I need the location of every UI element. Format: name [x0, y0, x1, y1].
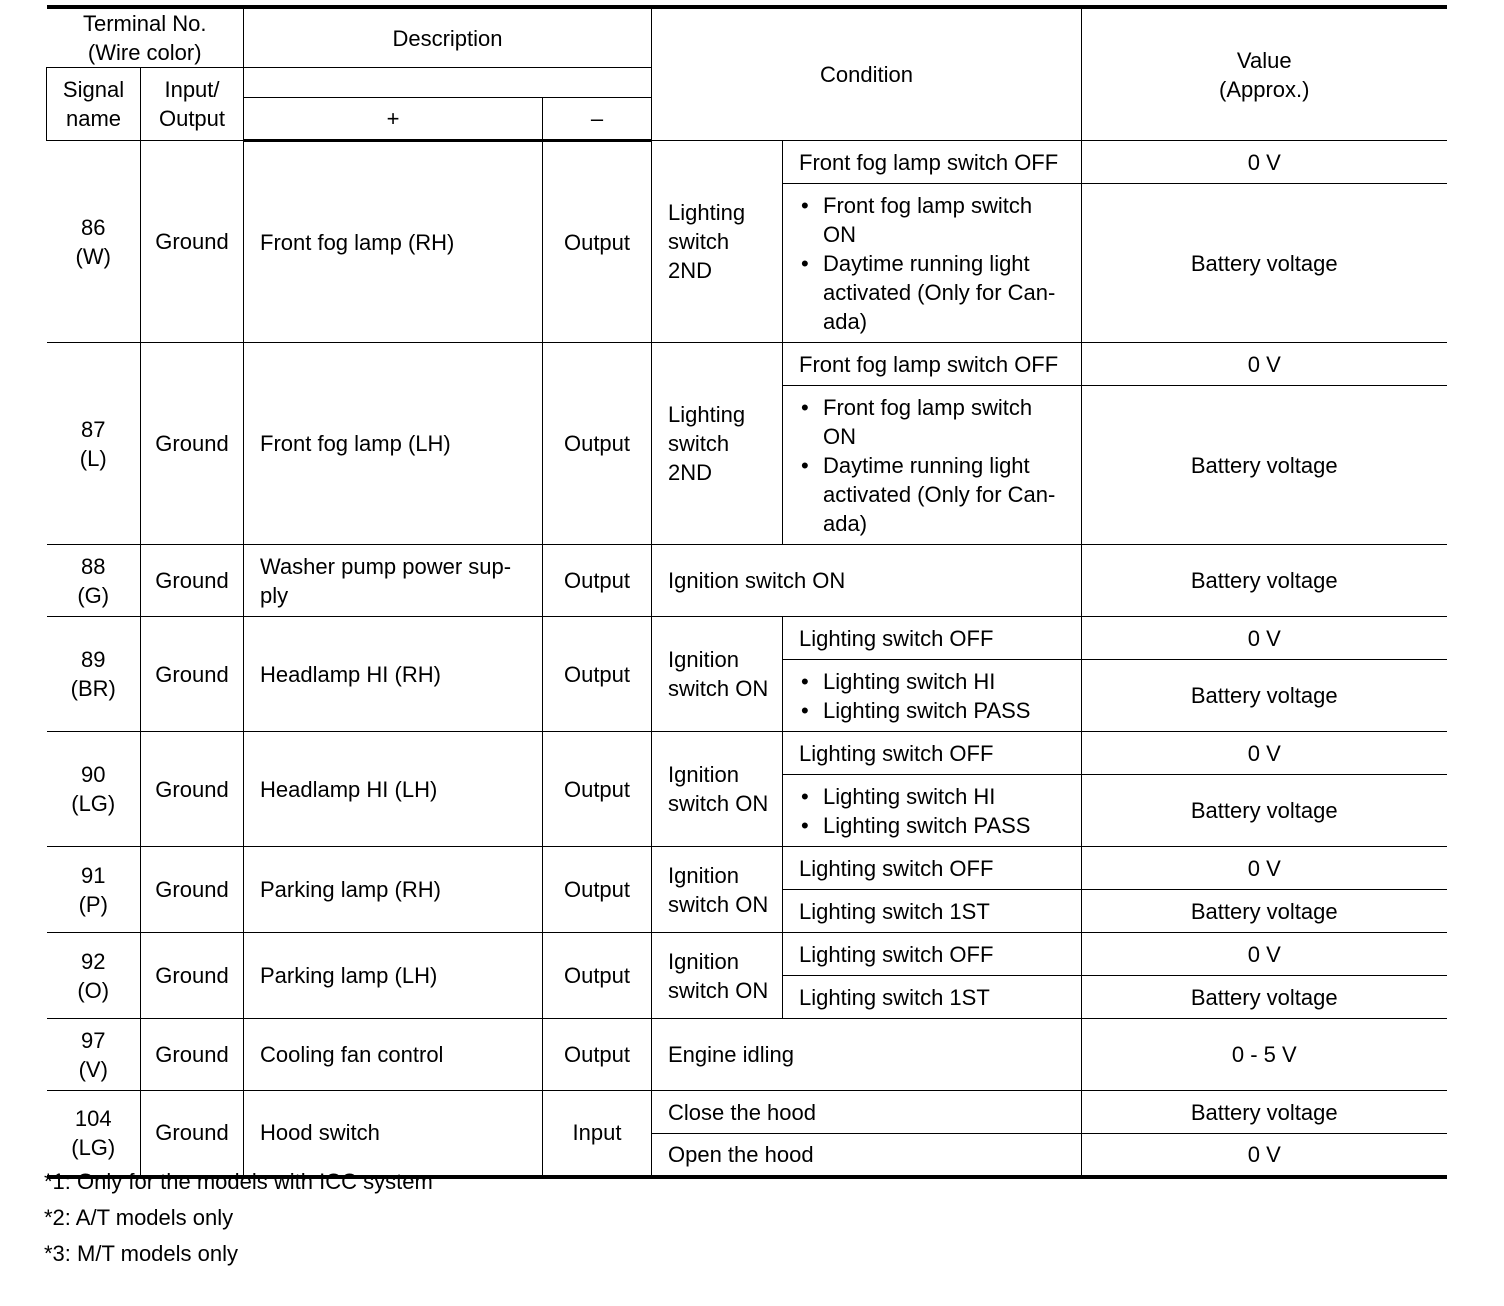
signal-name-cell: Washer pump power sup- ply: [244, 545, 543, 617]
sub-condition-cell: Front fog lamp switch OFF: [783, 343, 1082, 386]
condition-bullets: [799, 663, 1075, 729]
value-cell: 0 V: [1082, 732, 1447, 775]
table-row: [47, 617, 1447, 660]
sub-condition-cell: [783, 184, 1082, 343]
io-cell: Output: [543, 933, 652, 1019]
ground-cell: Ground: [141, 933, 244, 1019]
condition-bullets: [799, 778, 1075, 844]
terminal-spec-document: [46, 5, 1447, 1179]
table-row: [47, 545, 1447, 617]
condition-group-cell: Ignition switch ON: [652, 847, 783, 933]
ground-cell: Ground: [141, 1019, 244, 1091]
signal-name-cell: Cooling fan control: [244, 1019, 543, 1091]
plus-header: +: [244, 98, 543, 141]
io-cell: Output: [543, 1019, 652, 1091]
sub-condition-cell: [783, 660, 1082, 732]
condition-bullet: • Lighting switch PASS: [799, 811, 1075, 840]
signal-name-header: Signal name: [47, 68, 141, 141]
io-cell: Input: [543, 1091, 652, 1177]
condition-bullet: • Daytime running light activated (Only for Can- ada): [799, 249, 1075, 336]
signal-name-cell: Parking lamp (RH): [244, 847, 543, 933]
io-cell: Output: [543, 732, 652, 847]
terminal-cell: 91 (P): [47, 847, 141, 933]
value-cell: 0 V: [1082, 933, 1447, 976]
sub-condition-cell: Front fog lamp switch OFF: [783, 141, 1082, 184]
condition-bullet: • Front fog lamp switch ON: [799, 393, 1075, 451]
value-cell: Battery voltage: [1082, 184, 1447, 343]
value-cell: 0 V: [1082, 141, 1447, 184]
terminal-cell: 90 (LG): [47, 732, 141, 847]
description-header: Description: [244, 7, 652, 68]
signal-name-cell: Headlamp HI (LH): [244, 732, 543, 847]
terminal-cell: 87 (L): [47, 343, 141, 545]
value-cell: 0 V: [1082, 1134, 1447, 1177]
value-cell: 0 - 5 V: [1082, 1019, 1447, 1091]
terminal-no-header: Terminal No. (Wire color): [47, 7, 244, 68]
signal-name-cell: Headlamp HI (RH): [244, 617, 543, 732]
signal-name-cell: Hood switch: [244, 1091, 543, 1177]
terminal-cell: 97 (V): [47, 1019, 141, 1091]
io-cell: Output: [543, 847, 652, 933]
value-cell: Battery voltage: [1082, 775, 1447, 847]
signal-name-cell: Front fog lamp (RH): [244, 141, 543, 343]
condition-cell: Close the hood: [652, 1091, 1082, 1134]
condition-cell: Engine idling: [652, 1019, 1082, 1091]
footnote: *1: Only for the models with ICC system: [44, 1169, 433, 1194]
table-row: [47, 1019, 1447, 1091]
condition-bullet: • Lighting switch HI: [799, 667, 1075, 696]
sub-condition-cell: [783, 775, 1082, 847]
ground-cell: Ground: [141, 617, 244, 732]
value-cell: 0 V: [1082, 617, 1447, 660]
condition-group-cell: Ignition switch ON: [652, 732, 783, 847]
condition-cell: Open the hood: [652, 1134, 1082, 1177]
ground-cell: Ground: [141, 847, 244, 933]
ground-cell: Ground: [141, 141, 244, 343]
sub-condition-cell: Lighting switch OFF: [783, 933, 1082, 976]
table-row: [47, 343, 1447, 386]
io-cell: Output: [543, 141, 652, 343]
value-cell: Battery voltage: [1082, 1091, 1447, 1134]
io-cell: Output: [543, 617, 652, 732]
ground-cell: Ground: [141, 732, 244, 847]
sub-condition-cell: Lighting switch 1ST: [783, 976, 1082, 1019]
footnote: *3: M/T models only: [44, 1241, 239, 1266]
table-row: [47, 933, 1447, 976]
condition-bullet: • Lighting switch PASS: [799, 696, 1075, 725]
value-cell: Battery voltage: [1082, 545, 1447, 617]
terminal-cell: 86 (W): [47, 141, 141, 343]
ground-cell: Ground: [141, 343, 244, 545]
footnotes: [44, 1164, 433, 1272]
sub-condition-cell: Lighting switch OFF: [783, 617, 1082, 660]
condition-bullet: • Daytime running light activated (Only for Can- ada): [799, 451, 1075, 538]
table-row: [47, 141, 1447, 184]
value-cell: Battery voltage: [1082, 890, 1447, 933]
sub-condition-cell: Lighting switch OFF: [783, 847, 1082, 890]
condition-group-cell: Lighting switch 2ND: [652, 141, 783, 343]
footnote: *2: A/T models only: [44, 1205, 234, 1230]
value-header: Value (Approx.): [1082, 7, 1447, 141]
condition-header: Condition: [652, 7, 1082, 141]
ground-cell: Ground: [141, 545, 244, 617]
minus-header: –: [543, 98, 652, 141]
condition-bullet: • Lighting switch HI: [799, 782, 1075, 811]
value-cell: 0 V: [1082, 847, 1447, 890]
condition-group-cell: Ignition switch ON: [652, 933, 783, 1019]
value-cell: Battery voltage: [1082, 976, 1447, 1019]
condition-group-cell: Lighting switch 2ND: [652, 343, 783, 545]
io-cell: Output: [543, 545, 652, 617]
io-cell: Output: [543, 343, 652, 545]
terminal-cell: 104 (LG): [47, 1091, 141, 1177]
condition-bullets: [799, 187, 1075, 340]
sub-condition-cell: [783, 386, 1082, 545]
condition-bullet: • Front fog lamp switch ON: [799, 191, 1075, 249]
terminal-spec-table: [46, 5, 1447, 1179]
sub-condition-cell: Lighting switch 1ST: [783, 890, 1082, 933]
sub-condition-cell: Lighting switch OFF: [783, 732, 1082, 775]
terminal-cell: 88 (G): [47, 545, 141, 617]
value-cell: 0 V: [1082, 343, 1447, 386]
table-row: [47, 1091, 1447, 1134]
condition-bullets: [799, 389, 1075, 542]
value-cell: Battery voltage: [1082, 660, 1447, 732]
terminal-cell: 89 (BR): [47, 617, 141, 732]
table-row: [47, 732, 1447, 775]
table-row: [47, 847, 1447, 890]
io-header: Input/ Output: [141, 68, 244, 141]
value-cell: Battery voltage: [1082, 386, 1447, 545]
signal-name-cell: Parking lamp (LH): [244, 933, 543, 1019]
condition-group-cell: Ignition switch ON: [652, 617, 783, 732]
terminal-cell: 92 (O): [47, 933, 141, 1019]
ground-cell: Ground: [141, 1091, 244, 1177]
condition-cell: Ignition switch ON: [652, 545, 1082, 617]
signal-name-cell: Front fog lamp (LH): [244, 343, 543, 545]
